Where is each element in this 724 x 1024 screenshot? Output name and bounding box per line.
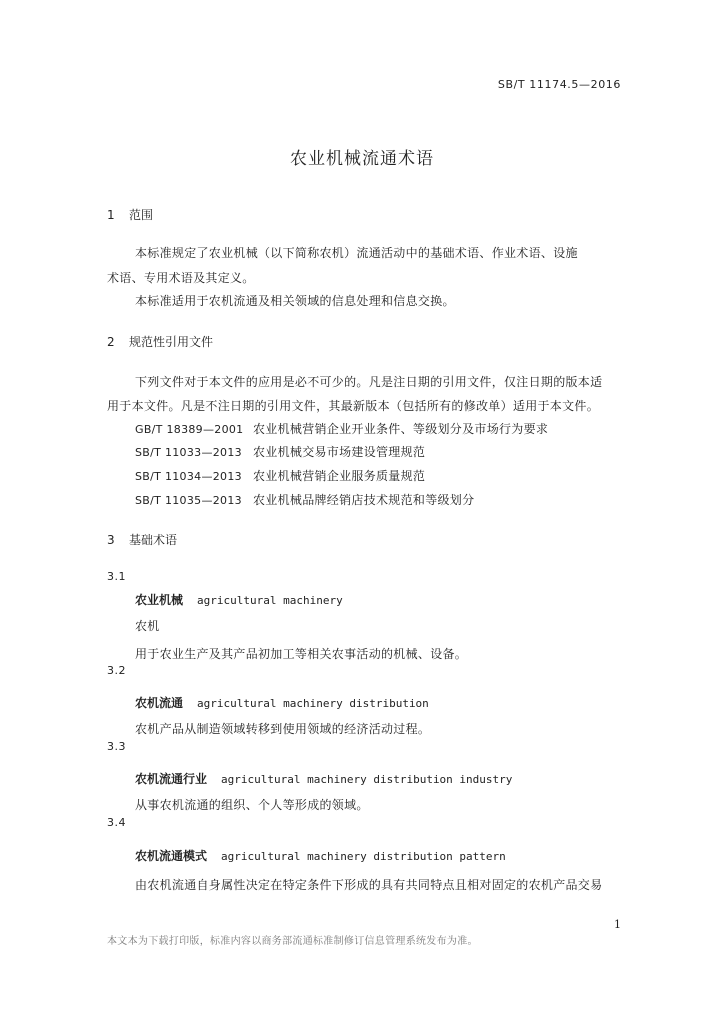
term-english: agricultural machinery distribution pattern (221, 850, 506, 863)
term-english: agricultural machinery distribution industry (221, 773, 513, 786)
section-title: 规范性引用文件 (129, 335, 214, 349)
term-english: agricultural machinery (197, 594, 343, 607)
reference-item (135, 467, 425, 484)
document-title: 农业机械流通术语 (290, 149, 434, 169)
term-english: agricultural machinery distribution (197, 697, 429, 710)
section-title: 基础术语 (129, 533, 178, 547)
reference-item (135, 420, 548, 437)
clause-number: 3.3 (107, 740, 126, 753)
section-heading-scope (107, 206, 153, 223)
term-entry (135, 589, 343, 608)
reference-code: SB/T 11035—2013 (135, 494, 242, 507)
section-heading-normative (107, 333, 213, 350)
standard-number: SB/T 11174.5—2016 (497, 78, 621, 91)
section-number: 2 (107, 335, 115, 349)
term-definition: 农机产品从制造领域转移到使用领域的经济活动过程。 (135, 722, 431, 736)
reference-title: 农业机械营销企业服务质量规范 (253, 469, 426, 483)
section-number: 1 (107, 208, 115, 222)
term-entry (135, 845, 506, 864)
reference-item (135, 443, 425, 460)
footer-note: 本文本为下载打印版，标准内容以商务部流通标准制修订信息管理系统发布为准。 (107, 936, 478, 947)
section-heading-basic-terms (107, 531, 177, 548)
term-entry (135, 768, 512, 787)
section-title: 范围 (129, 208, 154, 222)
scope-paragraph-line: 本标准规定了农业机械（以下简称农机）流通活动中的基础术语、作业术语、设施 (135, 246, 578, 260)
reference-title: 农业机械营销企业开业条件、等级划分及市场行为要求 (253, 422, 549, 436)
term-entry (135, 692, 429, 711)
reference-code: GB/T 18389—2001 (135, 423, 244, 436)
reference-title: 农业机械品牌经销店技术规范和等级划分 (253, 493, 475, 507)
term-definition: 由农机流通自身属性决定在特定条件下形成的具有共同特点且相对固定的农机产品交易 (135, 878, 603, 892)
scope-paragraph: 本标准适用于农机流通及相关领域的信息处理和信息交换。 (135, 294, 455, 308)
reference-code: SB/T 11034—2013 (135, 470, 242, 483)
page-number: 1 (614, 918, 621, 931)
term-chinese: 农机流通模式 (135, 849, 208, 863)
term-chinese: 农机流通 (135, 696, 184, 710)
clause-number: 3.2 (107, 664, 126, 677)
term-chinese: 农业机械 (135, 593, 184, 607)
reference-code: SB/T 11033—2013 (135, 446, 242, 459)
normative-paragraph-line: 下列文件对于本文件的应用是必不可少的。凡是注日期的引用文件，仅注日期的版本适 (135, 375, 603, 389)
term-definition: 用于农业生产及其产品初加工等相关农事活动的机械、设备。 (135, 647, 468, 661)
term-alias: 农机 (135, 619, 160, 633)
term-chinese: 农机流通行业 (135, 772, 208, 786)
normative-paragraph-line: 用于本文件。凡是不注日期的引用文件，其最新版本（包括所有的修改单）适用于本文件。 (107, 399, 600, 413)
scope-paragraph-line: 术语、专用术语及其定义。 (107, 271, 255, 285)
section-number: 3 (107, 533, 115, 547)
clause-number: 3.1 (107, 570, 126, 583)
reference-title: 农业机械交易市场建设管理规范 (253, 445, 426, 459)
reference-item (135, 491, 474, 508)
clause-number: 3.4 (107, 816, 126, 829)
term-definition: 从事农机流通的组织、个人等形成的领域。 (135, 798, 369, 812)
